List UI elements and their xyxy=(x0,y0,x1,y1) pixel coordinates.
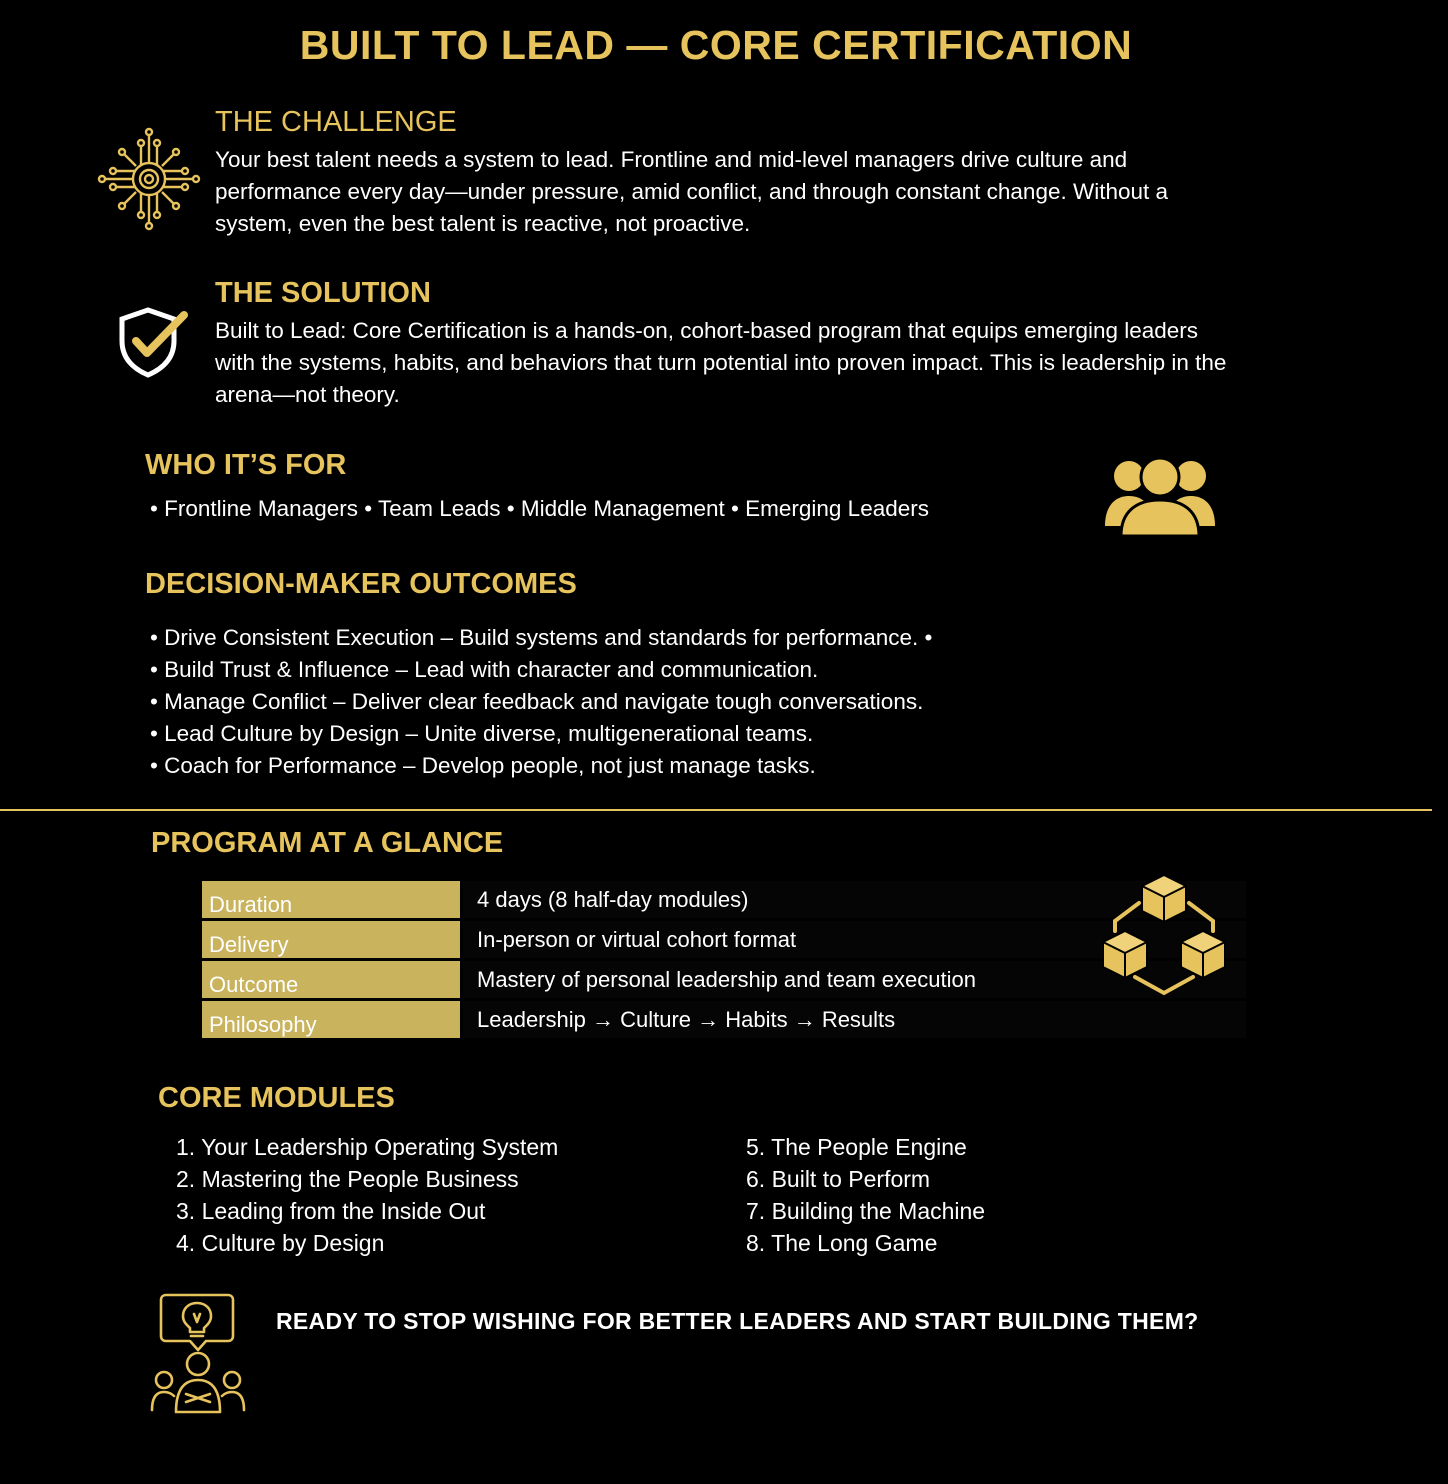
list-item: • Coach for Performance – Develop people, not just manage tasks. xyxy=(150,753,816,778)
table-row xyxy=(202,920,1246,960)
list-item: 1. Your Leadership Operating System xyxy=(176,1134,559,1160)
who-list: • Frontline Managers • Team Leads • Middle Management • Emerging Leaders xyxy=(150,496,929,521)
row-label: Philosophy xyxy=(202,1000,462,1040)
challenge-text xyxy=(215,144,1395,240)
connected-cubes-icon xyxy=(1103,873,1225,997)
table-row xyxy=(202,881,1246,920)
row-value: In-person or virtual cohort format xyxy=(462,920,1247,960)
row-value: Leadership → Culture → Habits → Results xyxy=(462,1000,1247,1040)
call-to-action: READY TO STOP WISHING FOR BETTER LEADERS AND START BUILDING THEM? xyxy=(276,1308,1199,1334)
group-icon xyxy=(1103,456,1217,538)
outcomes-list xyxy=(150,622,932,782)
divider xyxy=(0,809,1432,811)
list-item: 5. The People Engine xyxy=(746,1134,967,1160)
circuit-gear-icon xyxy=(96,126,202,232)
list-item: 8. The Long Game xyxy=(746,1230,938,1256)
solution-line: Built to Lead: Core Certification is a hands-on, cohort-based program that equips emerging leaders xyxy=(215,318,1199,343)
challenge-line: Your best talent needs a system to lead. Frontline and mid-level managers drive culture and xyxy=(215,147,1128,172)
solution-heading: THE SOLUTION xyxy=(215,277,431,309)
list-item: • Manage Conflict – Deliver clear feedback and navigate tough conversations. xyxy=(150,689,924,714)
challenge-line: system, even the best talent is reactive, not proactive. xyxy=(215,211,751,236)
list-item: 6. Built to Perform xyxy=(746,1166,931,1192)
challenge-heading: THE CHALLENGE xyxy=(215,106,457,138)
leader-idea-icon xyxy=(150,1292,246,1418)
row-label: Delivery xyxy=(202,920,462,960)
list-item: 7. Building the Machine xyxy=(746,1198,986,1224)
row-label: Outcome xyxy=(202,960,462,1000)
row-label: Duration xyxy=(202,881,462,920)
row-value: 4 days (8 half-day modules) xyxy=(462,881,1247,920)
list-item: 2. Mastering the People Business xyxy=(176,1166,519,1192)
modules-right xyxy=(746,1131,985,1259)
modules-left xyxy=(176,1131,558,1259)
who-heading: WHO IT’S FOR xyxy=(145,449,347,481)
list-item: • Build Trust & Influence – Lead with character and communication. xyxy=(150,657,819,682)
solution-text xyxy=(215,315,1415,411)
list-item: • Lead Culture by Design – Unite diverse, multigenerational teams. xyxy=(150,721,814,746)
shield-check-icon xyxy=(112,305,190,379)
modules-heading: CORE MODULES xyxy=(158,1082,395,1114)
outcomes-heading: DECISION-MAKER OUTCOMES xyxy=(145,568,577,600)
page-title: BUILT TO LEAD — CORE CERTIFICATION xyxy=(299,22,1133,68)
challenge-line: performance every day—under pressure, amid conflict, and through constant change. Without a xyxy=(215,179,1169,204)
glance-heading: PROGRAM AT A GLANCE xyxy=(151,827,504,859)
list-item: 4. Culture by Design xyxy=(176,1230,385,1256)
solution-line: arena—not theory. xyxy=(215,382,400,407)
row-value: Mastery of personal leadership and team execution xyxy=(462,960,1247,1000)
table-row xyxy=(202,1000,1246,1040)
glance-table xyxy=(202,881,1246,1041)
table-row xyxy=(202,960,1246,1000)
list-item: 3. Leading from the Inside Out xyxy=(176,1198,486,1224)
list-item: • Drive Consistent Execution – Build systems and standards for performance. • xyxy=(150,625,933,650)
solution-line: with the systems, habits, and behaviors that turn potential into proven impact. This is leadership in the xyxy=(215,350,1227,375)
